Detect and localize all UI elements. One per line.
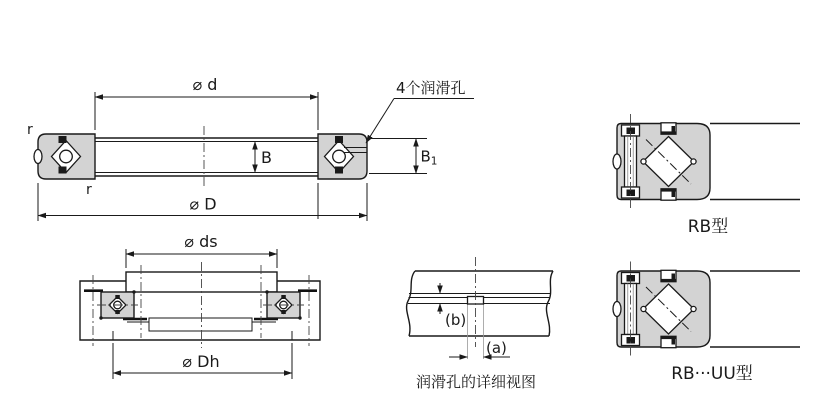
rb-uu-bearing-section <box>613 262 800 357</box>
dim-B1 <box>369 139 437 174</box>
fillet-r-bottom-label: r <box>86 182 92 198</box>
rb-bearing-section <box>613 114 800 209</box>
dim-B <box>255 142 272 173</box>
fillet-r-top-label: r <box>27 122 33 138</box>
mounting-view-diagram <box>80 232 320 379</box>
rb-uu-type-label: RB···UU型 <box>671 364 753 384</box>
detail-view-caption: 润滑孔的详细视图 <box>415 373 537 391</box>
dim-phi-ds-label: ⌀ ds <box>184 232 218 251</box>
dim-B-label: B <box>261 148 272 167</box>
rb-uu-type-figure <box>613 262 800 385</box>
lube-holes-note: 4个润滑孔 <box>396 79 466 97</box>
dim-b-label: (b) <box>445 311 467 329</box>
rb-type-figure <box>613 114 800 237</box>
dim-B1-label: $B_1$ <box>420 147 438 168</box>
leader-line <box>366 99 394 144</box>
dim-phi-d-label: ⌀ d <box>192 75 218 94</box>
lube-holes-callout <box>366 79 474 143</box>
section-view-diagram <box>27 75 474 221</box>
dim-phi-D-label: ⌀ D <box>189 194 217 214</box>
dim-b <box>440 283 466 329</box>
rb-type-label: RB型 <box>687 217 729 237</box>
support-plate <box>149 318 252 331</box>
ring-split-notch <box>34 150 42 164</box>
dim-phi-Dh-label: ⌀ Dh <box>182 352 220 371</box>
lube-hole-detail-view <box>407 257 553 391</box>
dim-phi-Dh <box>113 343 292 379</box>
dim-a-label: (a) <box>486 339 507 357</box>
dim-a <box>449 339 510 357</box>
